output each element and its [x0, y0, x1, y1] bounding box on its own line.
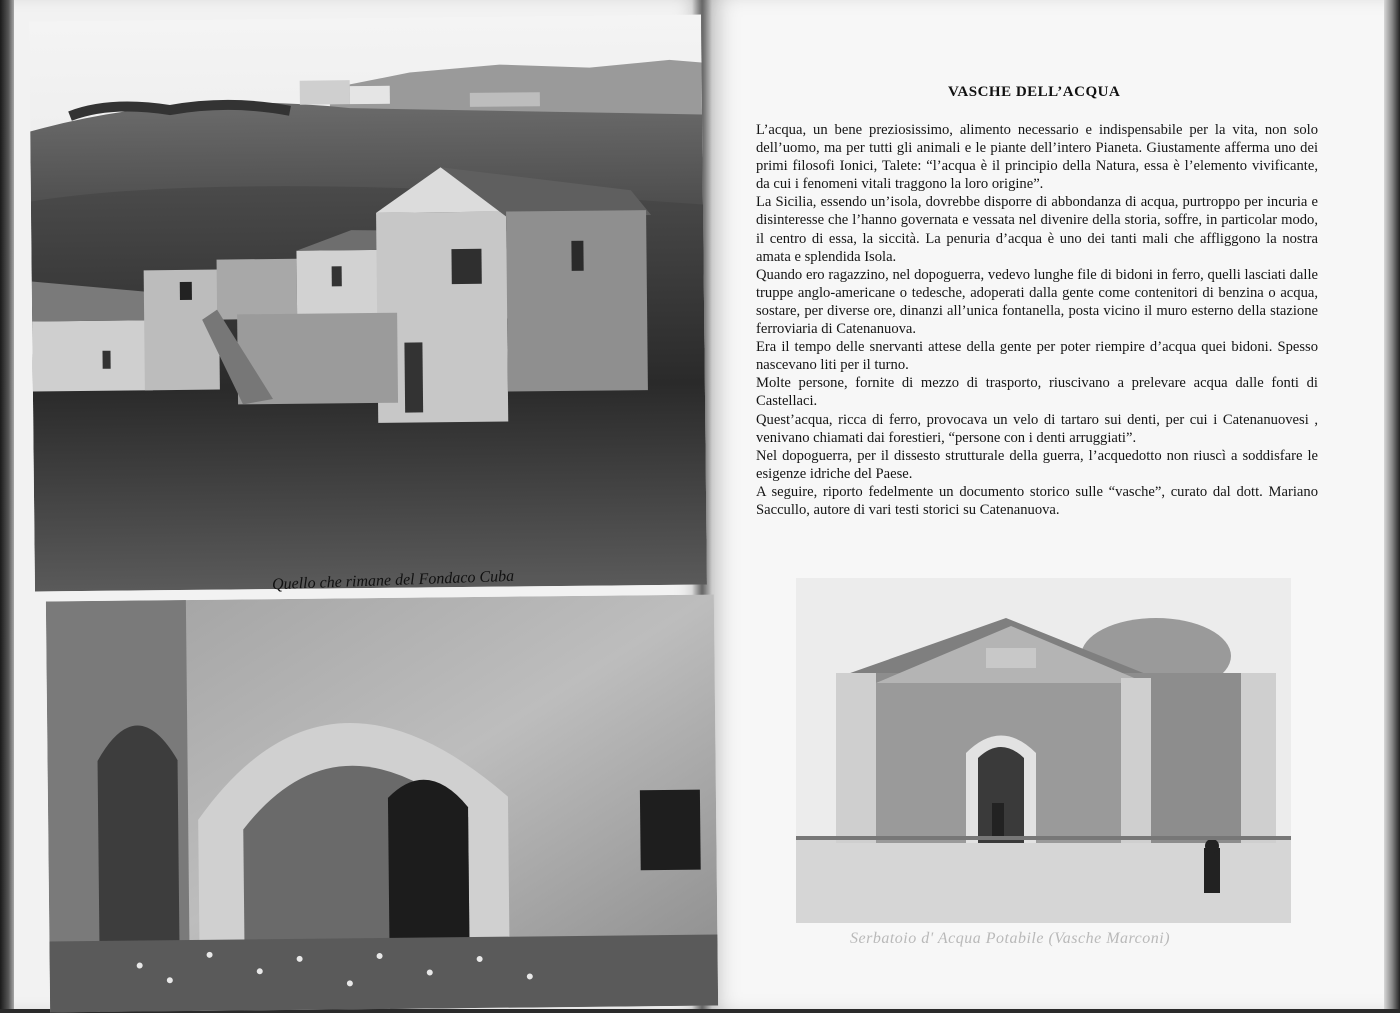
- paragraph: Era il tempo delle snervanti attese della gente per poter riempire d’acqua quei bidoni. Spesso nascevano liti per il turno.: [756, 339, 1318, 374]
- paragraph: L’acqua, un bene preziosissimo, alimento necessario e indispensabile per la vita, non solo dell’uomo, ma per tutti gli animali e le piante dell’intero Pianeta. Giustamente afferma uno dei primi filosofi Ionici, Talete: “l’acqua è il principio della Natura, essa è l’elemento vivificante, da cui i fenomeni vitali traggono la loro origine”.: [756, 122, 1318, 193]
- paragraph: Nel dopoguerra, per il dissesto strutturale della guerra, l’acquedotto non riuscì a soddisfare le esigenze idriche del Paese.: [756, 447, 1318, 482]
- fondaco-cuba-photo: [29, 14, 707, 591]
- paragraph: Molte persone, fornite di mezzo di trasporto, riuscivano a prelevare acqua dalle fonti di Castellaci.: [756, 375, 1318, 410]
- page-title: VASCHE DELL’ACQUA: [948, 84, 1121, 100]
- paragraph: La Sicilia, essendo un’isola, dovrebbe disporre di abbondanza di acqua, purtroppo per incuria e disinteresse che l’hanno governata e vessata nel divenire della storia, soffre, in particolar modo, il centro di essa, la siccità. La penuria d’acqua è uno dei tanti mali che affliggono la nostra amata e splendida Isola.: [756, 194, 1318, 265]
- paragraph: Quando ero ragazzino, nel dopoguerra, vedevo lunghe file di bidoni in ferro, quelli lasciati dalle truppe anglo-americane o tedesche, adoperati dalla gente come contenitori di benzina o acqua, sostare, per diverse ore, dinanzi all’unica fontanella, posta vicino il muro esterno della stazione ferroviaria di Catenanuova.: [756, 266, 1318, 338]
- paragraph: Quest’acqua, ricca di ferro, provocava un velo di tartaro sui denti, per cui i Catenanuovesi , venivano chiamati dai forestieri, “persone con i denti arruggiati”.: [756, 411, 1318, 446]
- body-text: [756, 121, 1318, 519]
- paragraph: A seguire, riporto fedelmente un documento storico sulle “vasche”, curato dal dott. Mariano Saccullo, autore di vari testi storici su Catenanuova.: [756, 483, 1318, 518]
- serbatoio-photo: [796, 578, 1291, 923]
- book-edge-right: [1384, 0, 1400, 1009]
- fondaco-cuba-caption: Quello che rimane del Fondaco Cuba: [271, 567, 515, 594]
- serbatoio-caption: Serbatoio d' Acqua Potabile (Vasche Marconi): [850, 930, 1171, 947]
- arch-photo: [46, 595, 718, 1013]
